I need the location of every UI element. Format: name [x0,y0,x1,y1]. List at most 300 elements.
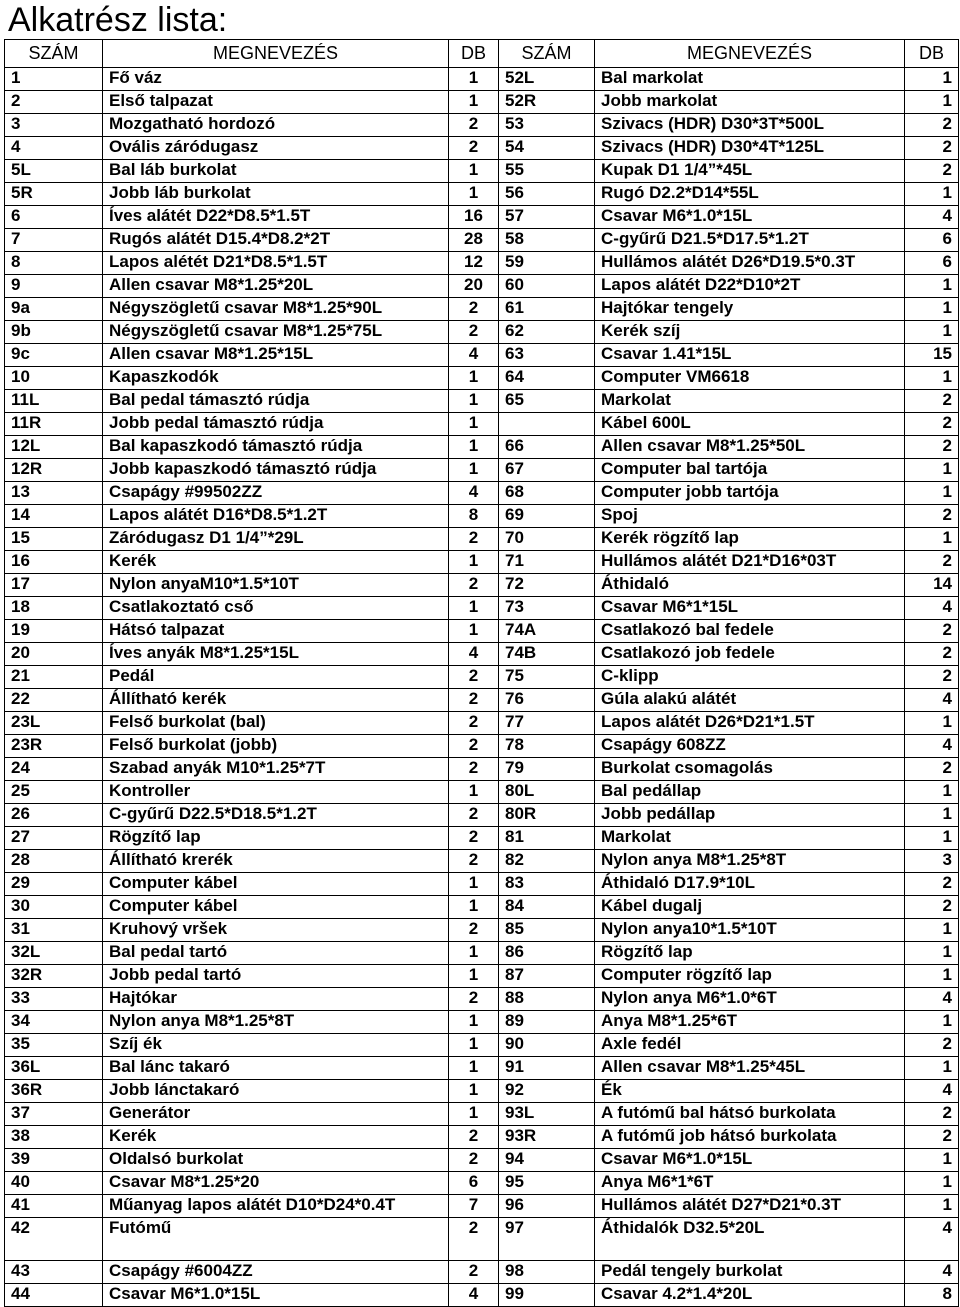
part-number: 44 [5,1284,103,1307]
part-name: Csatlakoztató cső [103,597,449,620]
part-name-2: Hajtókar tengely [595,298,905,321]
part-quantity: 1 [449,965,499,988]
part-name: Kruhový vršek [103,919,449,942]
part-number-2: 84 [499,896,595,919]
part-number: 11R [5,413,103,436]
part-quantity: 2 [449,666,499,689]
part-number: 36L [5,1057,103,1080]
part-quantity: 2 [449,988,499,1011]
part-number-2: 66 [499,436,595,459]
part-name: Íves anyák M8*1.25*15L [103,643,449,666]
part-name-2: C-klipp [595,666,905,689]
part-number-2: 70 [499,528,595,551]
part-number: 8 [5,252,103,275]
part-quantity-2: 4 [905,597,959,620]
part-name-2: Computer bal tartója [595,459,905,482]
table-row [5,988,959,1011]
table-row [5,827,959,850]
part-name: Nylon anyaM10*1.5*10T [103,574,449,597]
part-name: Kerék [103,1126,449,1149]
part-name: Computer kábel [103,873,449,896]
part-number: 17 [5,574,103,597]
part-name: Állítható krerék [103,850,449,873]
part-number-2: 80L [499,781,595,804]
part-name: Ovális záródugasz [103,137,449,160]
part-quantity-2: 1 [905,919,959,942]
part-name-2: Csatlakozó bal fedele [595,620,905,643]
part-number-2: 91 [499,1057,595,1080]
table-row [5,919,959,942]
part-number-2: 52R [499,91,595,114]
part-number: 21 [5,666,103,689]
table-row [5,1195,959,1218]
part-number: 26 [5,804,103,827]
part-quantity: 1 [449,390,499,413]
part-quantity: 2 [449,574,499,597]
part-number-2: 56 [499,183,595,206]
part-number-2: 80R [499,804,595,827]
part-name-2: Hullámos alátét D26*D19.5*0.3T [595,252,905,275]
table-row [5,68,959,91]
part-quantity-2: 2 [905,505,959,528]
part-name-2: Burkolat csomagolás [595,758,905,781]
part-quantity: 2 [449,804,499,827]
part-number-2: 93R [499,1126,595,1149]
part-name-2: Áthidaló [595,574,905,597]
part-name: Pedál [103,666,449,689]
part-number: 27 [5,827,103,850]
part-name: Lapos alátét D16*D8.5*1.2T [103,505,449,528]
part-quantity: 4 [449,482,499,505]
part-quantity: 1 [449,873,499,896]
part-quantity-2: 1 [905,942,959,965]
part-name: Generátor [103,1103,449,1126]
part-number-2: 82 [499,850,595,873]
part-number-2: 54 [499,137,595,160]
part-number-2: 76 [499,689,595,712]
part-number-2: 83 [499,873,595,896]
part-quantity: 2 [449,1149,499,1172]
part-name: Csavar M8*1.25*20 [103,1172,449,1195]
header-number-2: SZÁM [499,40,595,68]
part-number-2: 55 [499,160,595,183]
parts-list-table [4,39,959,1307]
part-name: Jobb kapaszkodó támasztó rúdja [103,459,449,482]
part-name: Műanyag lapos alátét D10*D24*0.4T [103,1195,449,1218]
table-row [5,482,959,505]
part-number: 3 [5,114,103,137]
part-quantity: 2 [449,1126,499,1149]
table-row [5,574,959,597]
part-number-2: 58 [499,229,595,252]
part-number-2: 57 [499,206,595,229]
part-name: Hátsó talpazat [103,620,449,643]
part-name-2: Gúla alakú alátét [595,689,905,712]
part-name: Felső burkolat (jobb) [103,735,449,758]
part-name-2: Lapos alátét D26*D21*1.5T [595,712,905,735]
part-quantity-2: 1 [905,804,959,827]
part-name: Bal láb burkolat [103,160,449,183]
part-quantity: 1 [449,597,499,620]
part-name: Nylon anya M8*1.25*8T [103,1011,449,1034]
part-number: 9a [5,298,103,321]
part-name-2: Nylon anya M6*1.0*6T [595,988,905,1011]
table-row [5,689,959,712]
part-name-2: Csavar M6*1*15L [595,597,905,620]
table-row [5,229,959,252]
part-number-2: 93L [499,1103,595,1126]
part-number: 14 [5,505,103,528]
part-number-2: 77 [499,712,595,735]
part-quantity-2: 2 [905,160,959,183]
part-number: 33 [5,988,103,1011]
part-number-2: 52L [499,68,595,91]
part-quantity-2: 2 [905,390,959,413]
part-name: Bal lánc takaró [103,1057,449,1080]
part-name: Bal pedal tartó [103,942,449,965]
part-number: 23L [5,712,103,735]
table-row [5,321,959,344]
part-number-2: 65 [499,390,595,413]
part-quantity-2: 1 [905,1195,959,1218]
part-name-2: Bal pedállap [595,781,905,804]
part-name: Szabad anyák M10*1.25*7T [103,758,449,781]
table-row [5,413,959,436]
table-row [5,896,959,919]
table-row [5,459,959,482]
part-name-2: Csapágy 608ZZ [595,735,905,758]
table-row [5,804,959,827]
part-number-2: 94 [499,1149,595,1172]
page-title: Alkatrész lista: [8,1,228,39]
part-name-2: Kerék rögzítő lap [595,528,905,551]
part-name-2: Bal markolat [595,68,905,91]
part-number-2: 60 [499,275,595,298]
part-quantity-2: 4 [905,735,959,758]
part-quantity: 2 [449,298,499,321]
part-quantity-2: 1 [905,482,959,505]
part-name-2: Kábel 600L [595,413,905,436]
part-number: 4 [5,137,103,160]
part-number-2: 68 [499,482,595,505]
part-quantity-2: 2 [905,1103,959,1126]
part-name-2: Hullámos alátét D21*D16*03T [595,551,905,574]
table-row [5,1149,959,1172]
part-name-2: Axle fedél [595,1034,905,1057]
part-quantity: 1 [449,183,499,206]
table-row [5,1172,959,1195]
part-quantity-2: 1 [905,298,959,321]
part-number: 30 [5,896,103,919]
part-quantity-2: 2 [905,114,959,137]
part-number: 16 [5,551,103,574]
part-number: 35 [5,1034,103,1057]
part-number-2: 86 [499,942,595,965]
part-number-2: 96 [499,1195,595,1218]
part-number-2: 62 [499,321,595,344]
part-name: Futómű [103,1218,449,1261]
table-row [5,850,959,873]
part-name: Allen csavar M8*1.25*15L [103,344,449,367]
part-number-2: 69 [499,505,595,528]
header-quantity-2: DB [905,40,959,68]
part-name: Felső burkolat (bal) [103,712,449,735]
part-quantity: 2 [449,1218,499,1261]
table-row [5,551,959,574]
part-quantity: 4 [449,1284,499,1307]
table-row [5,206,959,229]
table-row [5,137,959,160]
part-quantity-2: 2 [905,873,959,896]
part-name: Négyszögletű csavar M8*1.25*90L [103,298,449,321]
table-row [5,1284,959,1307]
part-quantity-2: 1 [905,1011,959,1034]
part-quantity: 1 [449,1080,499,1103]
part-quantity-2: 1 [905,827,959,850]
part-name: Bal kapaszkodó támasztó rúdja [103,436,449,459]
table-row [5,91,959,114]
part-name: Rugós alátét D15.4*D8.2*2T [103,229,449,252]
part-number: 43 [5,1261,103,1284]
part-number: 22 [5,689,103,712]
table-row [5,252,959,275]
part-quantity-2: 1 [905,712,959,735]
part-quantity: 1 [449,1057,499,1080]
part-name: Oldalsó burkolat [103,1149,449,1172]
part-number: 31 [5,919,103,942]
part-number: 12R [5,459,103,482]
part-number-2: 99 [499,1284,595,1307]
part-number-2: 79 [499,758,595,781]
part-name-2: Computer rögzítő lap [595,965,905,988]
part-name: C-gyűrű D22.5*D18.5*1.2T [103,804,449,827]
part-name-2: Szivacs (HDR) D30*3T*500L [595,114,905,137]
part-name: Mozgatható hordozó [103,114,449,137]
part-name-2: Kupak D1 1/4”*45L [595,160,905,183]
part-number: 1 [5,68,103,91]
table-row [5,1080,959,1103]
part-name-2: Allen csavar M8*1.25*50L [595,436,905,459]
table-row [5,367,959,390]
part-number-2: 74A [499,620,595,643]
part-quantity-2: 2 [905,666,959,689]
part-number-2: 88 [499,988,595,1011]
part-quantity: 12 [449,252,499,275]
part-quantity: 2 [449,919,499,942]
part-quantity-2: 2 [905,896,959,919]
part-name-2: Markolat [595,827,905,850]
part-quantity-2: 2 [905,413,959,436]
table-row [5,1011,959,1034]
part-quantity-2: 4 [905,1080,959,1103]
part-name: Záródugasz D1 1/4”*29L [103,528,449,551]
part-quantity: 7 [449,1195,499,1218]
part-number: 5L [5,160,103,183]
part-number: 10 [5,367,103,390]
part-quantity: 1 [449,436,499,459]
part-quantity: 1 [449,781,499,804]
part-quantity-2: 15 [905,344,959,367]
part-name: Jobb láb burkolat [103,183,449,206]
part-quantity-2: 2 [905,1034,959,1057]
part-name-2: Rugó D2.2*D14*55L [595,183,905,206]
part-name: Négyszögletű csavar M8*1.25*75L [103,321,449,344]
part-name-2: Markolat [595,390,905,413]
part-name: Jobb pedal tartó [103,965,449,988]
part-number-2: 90 [499,1034,595,1057]
part-quantity: 1 [449,1103,499,1126]
part-quantity-2: 1 [905,367,959,390]
part-number: 36R [5,1080,103,1103]
part-quantity-2: 1 [905,275,959,298]
part-number-2: 78 [499,735,595,758]
part-name-2: Jobb pedállap [595,804,905,827]
part-quantity: 1 [449,1011,499,1034]
part-name: Jobb pedal támasztó rúdja [103,413,449,436]
part-number: 11L [5,390,103,413]
part-number-2: 92 [499,1080,595,1103]
part-name-2: Csatlakozó job fedele [595,643,905,666]
part-number-2: 53 [499,114,595,137]
header-name-2: MEGNEVEZÉS [595,40,905,68]
table-row [5,505,959,528]
part-name-2: Computer VM6618 [595,367,905,390]
part-name: Fő váz [103,68,449,91]
part-name-2: Hullámos alátét D27*D21*0.3T [595,1195,905,1218]
part-number: 42 [5,1218,103,1261]
part-number: 38 [5,1126,103,1149]
part-name-2: Áthidaló D17.9*10L [595,873,905,896]
part-number: 32R [5,965,103,988]
part-number-2: 74B [499,643,595,666]
part-quantity: 1 [449,413,499,436]
part-number-2: 89 [499,1011,595,1034]
part-number: 6 [5,206,103,229]
part-quantity-2: 1 [905,1057,959,1080]
part-number: 13 [5,482,103,505]
header-name: MEGNEVEZÉS [103,40,449,68]
part-quantity-2: 1 [905,965,959,988]
part-quantity: 20 [449,275,499,298]
part-quantity-2: 1 [905,183,959,206]
table-row [5,758,959,781]
part-number-2: 59 [499,252,595,275]
part-name: Lapos alétét D21*D8.5*1.5T [103,252,449,275]
part-quantity: 6 [449,1172,499,1195]
part-quantity: 2 [449,114,499,137]
part-quantity-2: 3 [905,850,959,873]
part-name: Íves alátét D22*D8.5*1.5T [103,206,449,229]
part-quantity: 1 [449,1034,499,1057]
header-quantity: DB [449,40,499,68]
part-quantity-2: 8 [905,1284,959,1307]
table-row [5,183,959,206]
part-number-2 [499,413,595,436]
part-number-2: 72 [499,574,595,597]
part-quantity: 2 [449,321,499,344]
part-number: 9b [5,321,103,344]
part-name-2: Anya M8*1.25*6T [595,1011,905,1034]
part-number-2: 73 [499,597,595,620]
part-number: 37 [5,1103,103,1126]
part-quantity: 2 [449,1261,499,1284]
table-row [5,298,959,321]
part-number: 23R [5,735,103,758]
table-row [5,1034,959,1057]
part-quantity-2: 2 [905,643,959,666]
part-number: 12L [5,436,103,459]
part-quantity: 4 [449,344,499,367]
part-quantity: 1 [449,367,499,390]
part-name-2: Nylon anya10*1.5*10T [595,919,905,942]
table-row [5,344,959,367]
table-row [5,597,959,620]
table-row [5,735,959,758]
part-number: 20 [5,643,103,666]
part-quantity: 1 [449,160,499,183]
part-number: 40 [5,1172,103,1195]
part-name-2: Jobb markolat [595,91,905,114]
part-number-2: 67 [499,459,595,482]
part-name-2: Csavar M6*1.0*15L [595,1149,905,1172]
part-number-2: 81 [499,827,595,850]
table-row [5,1057,959,1080]
part-name-2: C-gyűrű D21.5*D17.5*1.2T [595,229,905,252]
part-name: Allen csavar M8*1.25*20L [103,275,449,298]
part-number: 19 [5,620,103,643]
part-name-2: Kerék szíj [595,321,905,344]
part-number: 39 [5,1149,103,1172]
part-quantity: 1 [449,68,499,91]
part-name-2: Nylon anya M8*1.25*8T [595,850,905,873]
table-header-row [5,40,959,68]
table-row [5,275,959,298]
part-number: 41 [5,1195,103,1218]
table-row [5,528,959,551]
part-name-2: Ék [595,1080,905,1103]
table-row [5,873,959,896]
part-number: 15 [5,528,103,551]
part-quantity-2: 1 [905,91,959,114]
part-quantity: 1 [449,91,499,114]
part-quantity: 2 [449,850,499,873]
part-name: Jobb lánctakaró [103,1080,449,1103]
part-name: Hajtókar [103,988,449,1011]
part-name-2: A futómű job hátsó burkolata [595,1126,905,1149]
part-quantity: 1 [449,551,499,574]
part-number: 29 [5,873,103,896]
part-number-2: 97 [499,1218,595,1261]
part-name: Csapágy #99502ZZ [103,482,449,505]
part-name: Állítható kerék [103,689,449,712]
part-number: 7 [5,229,103,252]
part-number-2: 85 [499,919,595,942]
part-quantity: 2 [449,735,499,758]
table-row [5,942,959,965]
part-name-2: Áthidalók D32.5*20L [595,1218,905,1261]
part-number-2: 98 [499,1261,595,1284]
table-row [5,160,959,183]
part-quantity: 2 [449,689,499,712]
part-quantity-2: 1 [905,781,959,804]
table-row [5,781,959,804]
part-quantity: 8 [449,505,499,528]
part-name-2: Szivacs (HDR) D30*4T*125L [595,137,905,160]
part-quantity-2: 1 [905,1172,959,1195]
table-row [5,965,959,988]
table-row [5,620,959,643]
table-row [5,1103,959,1126]
